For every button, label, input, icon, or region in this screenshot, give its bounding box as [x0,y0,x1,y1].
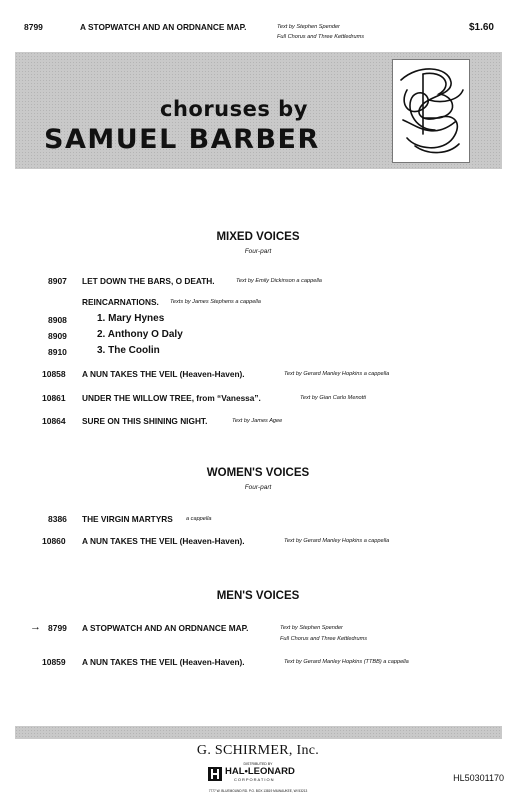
arrow-marker-icon: → [30,621,41,633]
footer-bar [15,726,502,739]
list-item-credit: a cappella [186,516,212,522]
list-item-title: 2. Anthony O Daly [97,329,183,340]
list-item-credit: Text by James Agee [232,418,283,424]
list-item-number: 10859 [42,657,66,667]
mens-voices-heading: MEN'S VOICES [216,590,300,602]
list-item-number: 8909 [48,331,67,341]
hal-leonard-h-icon [208,767,222,781]
list-item-credit: Text by Gerard Manley Hopkins a cappella [284,538,390,544]
list-item-note: Full Chorus and Three Kettledrums [280,636,368,642]
womens-voices-sub: Four-part [244,484,272,491]
banner-line1: choruses by [160,97,308,121]
list-item-title: REINCARNATIONS. [82,297,159,307]
list-item-credit: Text by Stephen Spender [280,625,343,631]
hal-leonard-wordmark: HAL•LEONARD [225,766,295,777]
publisher-address: 7777 W. BLUEMOUND RD. P.O. BOX 13819 MILWAUKEE, WI 53213 [208,789,308,793]
top-credit: Text by Stephen Spender [277,24,340,30]
list-item-number: 8799 [48,623,67,633]
list-item-number: 10864 [42,416,66,426]
mixed-voices-heading: MIXED VOICES [216,231,300,243]
hal-leonard-logo [208,766,308,788]
list-item-number: 10860 [42,536,66,546]
hal-leonard-corporation: CORPORATION [234,777,275,782]
womens-voices-heading: WOMEN'S VOICES [206,467,310,479]
list-item-number: 8908 [48,315,67,325]
list-item-credit: Texts by James Stephens a cappella [170,299,261,305]
top-title: A STOPWATCH AND AN ORDNANCE MAP. [80,22,247,32]
list-item-credit: Text by Emily Dickinson a cappella [236,278,322,284]
list-item-number: 8386 [48,514,67,524]
mixed-voices-sub: Four-part [244,248,272,255]
publisher-name: G. SCHIRMER, Inc. [196,743,320,758]
list-item-credit: Text by Gerard Manley Hopkins (TTBB) a cappella [284,659,409,665]
list-item-title: UNDER THE WILLOW TREE, from “Vanessa”. [82,393,261,403]
sb-monogram-icon [393,60,469,162]
list-item-title: A NUN TAKES THE VEIL (Heaven-Haven). [82,657,245,667]
list-item-credit: Text by Gerard Manley Hopkins a cappella [284,371,390,377]
list-item-title: A NUN TAKES THE VEIL (Heaven-Haven). [82,536,245,546]
list-item-title: LET DOWN THE BARS, O DEATH. [82,276,215,286]
list-item-title: A NUN TAKES THE VEIL (Heaven-Haven). [82,369,245,379]
list-item-title: 1. Mary Hynes [97,313,165,324]
list-item-number: 8910 [48,347,67,357]
list-item-title: 3. The Coolin [97,345,160,356]
list-item-credit: Text by Gian Carlo Menotti [300,395,367,401]
catalog-code: HL50301170 [453,773,504,783]
list-item-number: 10858 [42,369,66,379]
list-item-title: SURE ON THIS SHINING NIGHT. [82,416,208,426]
composer-name: SAMUEL BARBER [44,124,320,155]
list-item-number: 10861 [42,393,66,403]
sb-monogram-box [392,59,470,163]
top-price: $1.60 [468,22,494,33]
list-item-number: 8907 [48,276,67,286]
distributed-by-label: DISTRIBUTED BY [243,762,273,766]
top-catalog-number: 8799 [24,22,43,32]
top-note: Full Chorus and Three Kettledrums [277,34,365,40]
list-item-title: A STOPWATCH AND AN ORDNANCE MAP. [82,623,249,633]
list-item-title: THE VIRGIN MARTYRS [82,514,173,524]
